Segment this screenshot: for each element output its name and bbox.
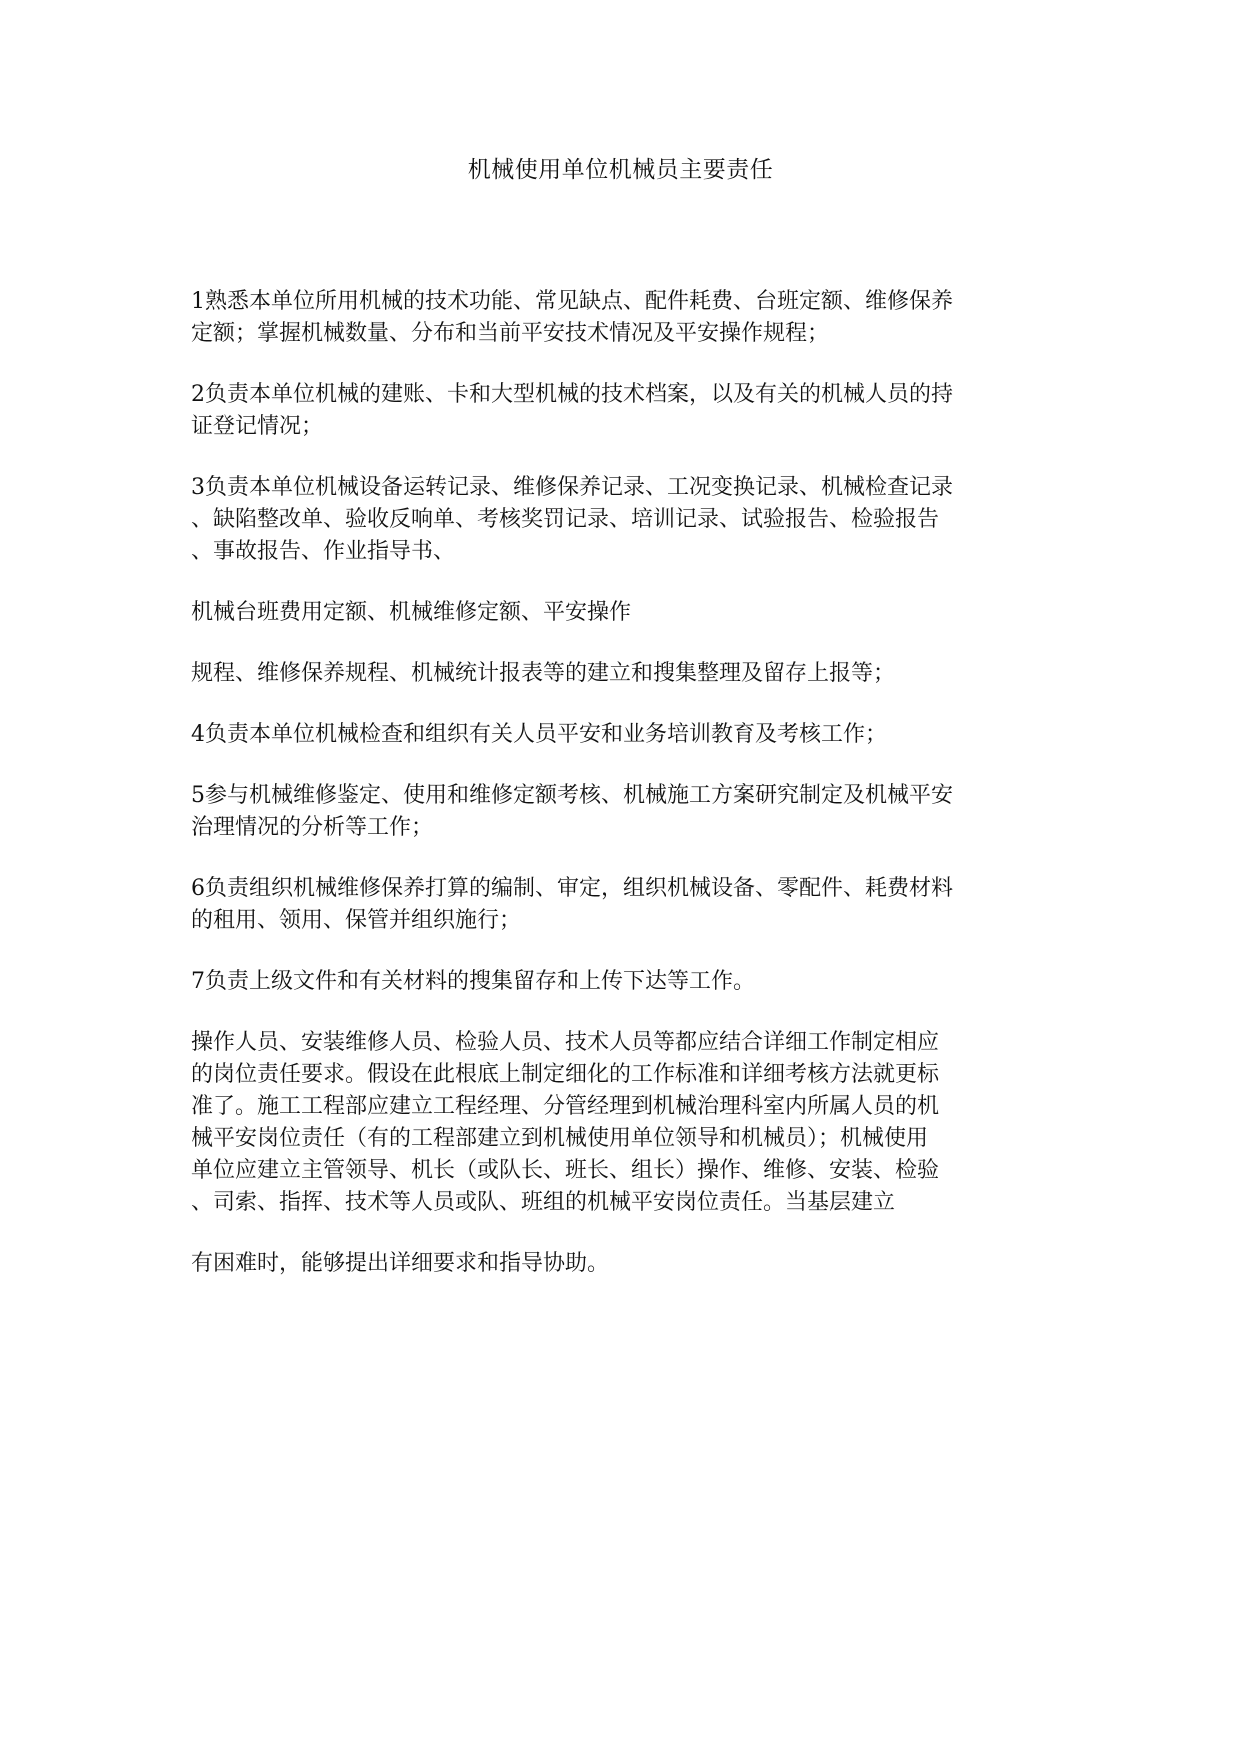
paragraph-3 <box>191 472 1051 568</box>
paragraph-9 <box>191 966 1051 998</box>
paragraph-line: 1熟悉本单位所用机械的技术功能、常见缺点、配件耗费、台班定额、维修保养 <box>191 289 953 314</box>
paragraph-line: 6负责组织机械维修保养打算的编制、审定，组织机械设备、零配件、耗费材料 <box>191 876 953 901</box>
paragraph-line: 单位应建立主管领导、机长（或队长、班长、组长）操作、维修、安装、检验 <box>191 1158 940 1183</box>
paragraph-line: 机械台班费用定额、机械维修定额、平安操作 <box>191 600 632 625</box>
paragraph-line: 2负责本单位机械的建账、卡和大型机械的技术档案，以及有关的机械人员的持 <box>191 382 953 407</box>
paragraph-5 <box>191 658 1051 690</box>
paragraph-line: 、缺陷整改单、验收反响单、考核奖罚记录、培训记录、试验报告、检验报告 <box>191 507 940 532</box>
paragraph-line: 定额；掌握机械数量、分布和当前平安技术情况及平安操作规程； <box>191 321 830 346</box>
paragraph-line: 证登记情况； <box>191 414 324 439</box>
paragraph-7 <box>191 780 1051 844</box>
paragraph-line: 有困难时，能够提出详细要求和指导协助。 <box>191 1251 610 1276</box>
paragraph-11 <box>191 1248 1051 1280</box>
paragraph-line: 规程、维修保养规程、机械统计报表等的建立和搜集整理及留存上报等； <box>191 661 896 686</box>
paragraph-line: 5参与机械维修鉴定、使用和维修定额考核、机械施工方案研究制定及机械平安 <box>191 783 953 808</box>
paragraph-line: 3负责本单位机械设备运转记录、维修保养记录、工况变换记录、机械检查记录 <box>191 475 953 500</box>
paragraph-line: 操作人员、安装维修人员、检验人员、技术人员等都应结合详细工作制定相应 <box>191 1030 940 1055</box>
paragraph-line: 治理情况的分析等工作； <box>191 815 434 840</box>
paragraph-line: 械平安岗位责任（有的工程部建立到机械使用单位领导和机械员）；机械使用 <box>191 1126 929 1151</box>
paragraph-line: 的岗位责任要求。假设在此根底上制定细化的工作标准和详细考核方法就更标 <box>191 1062 940 1087</box>
document-body <box>191 286 1051 1309</box>
paragraph-2 <box>191 379 1051 443</box>
paragraph-1 <box>191 286 1051 350</box>
paragraph-line: 4负责本单位机械检查和组织有关人员平安和业务培训教育及考核工作； <box>191 722 887 747</box>
paragraph-line: 准了。施工工程部应建立工程经理、分管经理到机械治理科室内所属人员的机 <box>191 1094 940 1119</box>
paragraph-10 <box>191 1027 1051 1219</box>
document-title: 机械使用单位机械员主要责任 <box>467 157 774 183</box>
paragraph-8 <box>191 873 1051 937</box>
paragraph-4 <box>191 597 1051 629</box>
paragraph-line: 7负责上级文件和有关材料的搜集留存和上传下达等工作。 <box>191 969 755 994</box>
paragraph-line: 的租用、领用、保管并组织施行； <box>191 908 522 933</box>
paragraph-6 <box>191 719 1051 751</box>
paragraph-line: 、事故报告、作业指导书、 <box>191 539 456 564</box>
paragraph-line: 、司索、指挥、技术等人员或队、班组的机械平安岗位责任。当基层建立 <box>191 1190 896 1215</box>
